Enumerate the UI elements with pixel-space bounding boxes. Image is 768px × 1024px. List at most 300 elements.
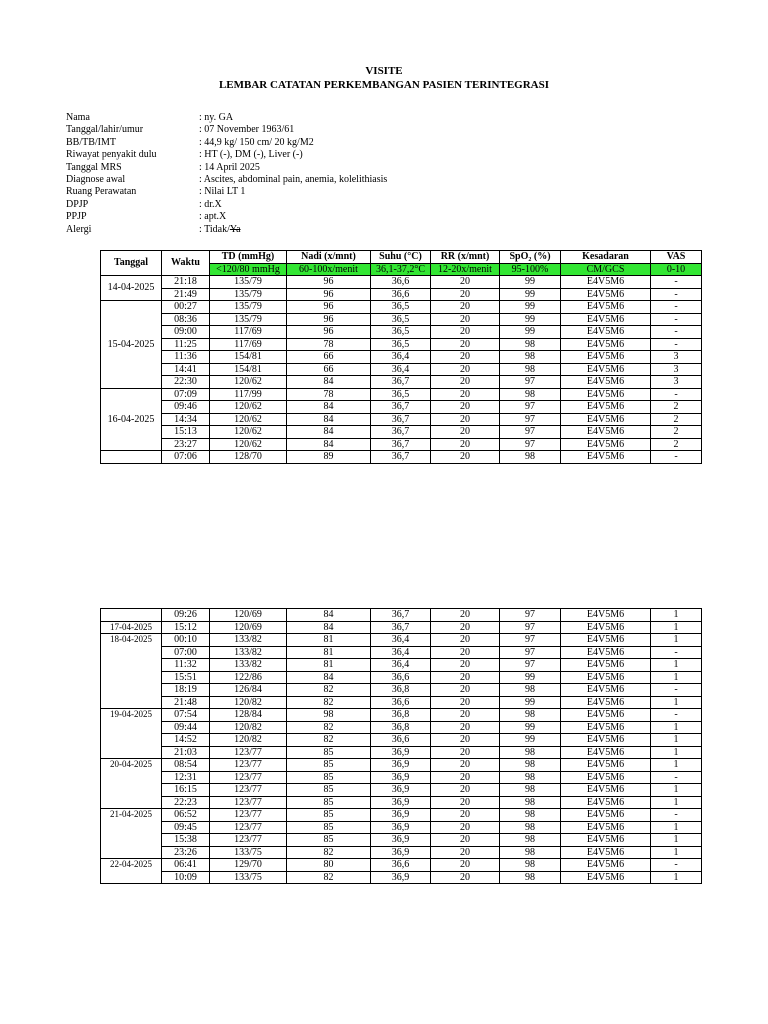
consciousness-cell: E4V5M6	[561, 871, 651, 884]
vas-cell: -	[651, 646, 702, 659]
vas-cell: 1	[651, 721, 702, 734]
vas-cell: -	[651, 313, 702, 326]
rr-cell: 20	[431, 413, 500, 426]
spo2-cell: 98	[500, 846, 561, 859]
spo2-cell: 99	[500, 721, 561, 734]
td-cell: 123/77	[210, 834, 287, 847]
table-row	[101, 363, 702, 376]
time-cell: 15:38	[162, 834, 210, 847]
vas-cell: 1	[651, 621, 702, 634]
temp-cell: 36,5	[371, 388, 431, 401]
table-row	[101, 301, 702, 314]
td-cell: 135/79	[210, 301, 287, 314]
td-cell: 135/79	[210, 276, 287, 289]
table-row	[101, 646, 702, 659]
table-header-row	[101, 251, 702, 264]
time-cell: 09:00	[162, 326, 210, 339]
table-row	[101, 696, 702, 709]
spo2-cell: 98	[500, 351, 561, 364]
consciousness-cell: E4V5M6	[561, 709, 651, 722]
vas-cell: 1	[651, 659, 702, 672]
time-cell: 09:45	[162, 821, 210, 834]
vas-cell: 1	[651, 846, 702, 859]
table-row	[101, 621, 702, 634]
patient-info-label: Ruang Perawatan	[66, 186, 137, 198]
spo2-cell: 97	[500, 376, 561, 389]
normal-range-cell: CM/GCS	[561, 263, 651, 276]
pulse-cell: 98	[287, 709, 371, 722]
table-row	[101, 671, 702, 684]
spo2-cell: 99	[500, 696, 561, 709]
consciousness-cell: E4V5M6	[561, 771, 651, 784]
rr-cell: 20	[431, 388, 500, 401]
spo2-cell: 99	[500, 671, 561, 684]
date-cell: 14-04-2025	[101, 276, 162, 301]
time-cell: 14:34	[162, 413, 210, 426]
td-cell: 120/69	[210, 621, 287, 634]
spo2-cell: 98	[500, 388, 561, 401]
rr-cell: 20	[431, 834, 500, 847]
patient-info-value: : 14 April 2025	[199, 161, 260, 173]
time-cell: 21:49	[162, 288, 210, 301]
temp-cell: 36,6	[371, 734, 431, 747]
spo2-cell: 97	[500, 621, 561, 634]
table-row	[101, 859, 702, 872]
date-cell: 21-04-2025	[101, 809, 162, 859]
rr-cell: 20	[431, 301, 500, 314]
time-cell: 06:52	[162, 809, 210, 822]
temp-cell: 36,6	[371, 696, 431, 709]
temp-cell: 36,9	[371, 809, 431, 822]
spo2-cell: 97	[500, 659, 561, 672]
normal-range-cell: 60-100x/menit	[287, 263, 371, 276]
date-cell: 15-04-2025	[101, 301, 162, 389]
patient-info-value: : HT (-), DM (-), Liver (-)	[199, 149, 303, 161]
rr-cell: 20	[431, 351, 500, 364]
vas-cell: -	[651, 276, 702, 289]
vas-cell: -	[651, 338, 702, 351]
temp-cell: 36,7	[371, 401, 431, 414]
vas-cell: 1	[651, 759, 702, 772]
time-cell: 09:44	[162, 721, 210, 734]
td-cell: 128/84	[210, 709, 287, 722]
rr-cell: 20	[431, 376, 500, 389]
vital-signs-table-page-1	[100, 250, 702, 464]
table-row	[101, 388, 702, 401]
consciousness-cell: E4V5M6	[561, 684, 651, 697]
rr-cell: 20	[431, 859, 500, 872]
date-cell: 18-04-2025	[101, 634, 162, 709]
pulse-cell: 82	[287, 734, 371, 747]
table-row	[101, 426, 702, 439]
date-cell: 16-04-2025	[101, 388, 162, 451]
temp-cell: 36,9	[371, 846, 431, 859]
td-cell: 154/81	[210, 351, 287, 364]
vas-cell: -	[651, 771, 702, 784]
date-cell: 19-04-2025	[101, 709, 162, 759]
pulse-cell: 84	[287, 376, 371, 389]
td-cell: 133/82	[210, 659, 287, 672]
rr-cell: 20	[431, 621, 500, 634]
time-cell: 16:15	[162, 784, 210, 797]
time-cell: 21:48	[162, 696, 210, 709]
pulse-cell: 96	[287, 276, 371, 289]
consciousness-cell: E4V5M6	[561, 363, 651, 376]
pulse-cell: 82	[287, 871, 371, 884]
pulse-cell: 84	[287, 621, 371, 634]
document-subtitle: LEMBAR CATATAN PERKEMBANGAN PASIEN TERINTEGRASI	[218, 79, 550, 91]
time-cell: 15:12	[162, 621, 210, 634]
consciousness-cell: E4V5M6	[561, 659, 651, 672]
temp-cell: 36,9	[371, 771, 431, 784]
date-cell	[101, 609, 162, 622]
vas-cell: -	[651, 809, 702, 822]
temp-cell: 36,6	[371, 288, 431, 301]
time-cell: 22:23	[162, 796, 210, 809]
time-cell: 09:46	[162, 401, 210, 414]
pulse-cell: 89	[287, 451, 371, 464]
spo2-cell: 98	[500, 834, 561, 847]
pulse-cell: 96	[287, 326, 371, 339]
spo2-cell: 97	[500, 438, 561, 451]
vas-cell: -	[651, 859, 702, 872]
spo2-cell: 99	[500, 276, 561, 289]
column-header: Kesadaran	[561, 251, 651, 264]
consciousness-cell: E4V5M6	[561, 426, 651, 439]
rr-cell: 20	[431, 451, 500, 464]
pulse-cell: 84	[287, 426, 371, 439]
spo2-cell: 97	[500, 401, 561, 414]
vas-cell: 2	[651, 401, 702, 414]
pulse-cell: 84	[287, 438, 371, 451]
table-row	[101, 338, 702, 351]
time-cell: 11:32	[162, 659, 210, 672]
rr-cell: 20	[431, 659, 500, 672]
consciousness-cell: E4V5M6	[561, 301, 651, 314]
pulse-cell: 85	[287, 759, 371, 772]
vas-cell: 2	[651, 413, 702, 426]
pulse-cell: 78	[287, 388, 371, 401]
temp-cell: 36,5	[371, 338, 431, 351]
vas-cell: 1	[651, 746, 702, 759]
vas-cell: -	[651, 684, 702, 697]
rr-cell: 20	[431, 809, 500, 822]
temp-cell: 36,6	[371, 671, 431, 684]
column-header: VAS	[651, 251, 702, 264]
vas-cell: 1	[651, 834, 702, 847]
consciousness-cell: E4V5M6	[561, 276, 651, 289]
pulse-cell: 81	[287, 659, 371, 672]
spo2-cell: 98	[500, 821, 561, 834]
time-cell: 07:00	[162, 646, 210, 659]
rr-cell: 20	[431, 288, 500, 301]
normal-range-cell: 0-10	[651, 263, 702, 276]
td-cell: 120/62	[210, 426, 287, 439]
rr-cell: 20	[431, 871, 500, 884]
temp-cell: 36,4	[371, 646, 431, 659]
vas-cell: 1	[651, 609, 702, 622]
rr-cell: 20	[431, 846, 500, 859]
td-cell: 133/75	[210, 846, 287, 859]
consciousness-cell: E4V5M6	[561, 646, 651, 659]
td-cell: 135/79	[210, 313, 287, 326]
pulse-cell: 85	[287, 821, 371, 834]
temp-cell: 36,7	[371, 621, 431, 634]
document-title: VISITE	[365, 65, 403, 77]
vas-cell: 1	[651, 796, 702, 809]
spo2-cell: 99	[500, 313, 561, 326]
td-cell: 133/75	[210, 871, 287, 884]
time-cell: 00:10	[162, 634, 210, 647]
table-row	[101, 659, 702, 672]
table-row	[101, 438, 702, 451]
pulse-cell: 84	[287, 413, 371, 426]
pulse-cell: 85	[287, 796, 371, 809]
table-row	[101, 376, 702, 389]
table-row	[101, 759, 702, 772]
td-cell: 126/84	[210, 684, 287, 697]
pulse-cell: 96	[287, 301, 371, 314]
vas-cell: -	[651, 326, 702, 339]
table-row	[101, 313, 702, 326]
patient-info-label: Tanggal MRS	[66, 161, 122, 173]
consciousness-cell: E4V5M6	[561, 313, 651, 326]
date-cell: 20-04-2025	[101, 759, 162, 809]
consciousness-cell: E4V5M6	[561, 413, 651, 426]
table-row	[101, 288, 702, 301]
table-row	[101, 834, 702, 847]
spo2-cell: 97	[500, 426, 561, 439]
rr-cell: 20	[431, 338, 500, 351]
consciousness-cell: E4V5M6	[561, 734, 651, 747]
time-cell: 22:30	[162, 376, 210, 389]
normal-range-cell: 36,1-37,2°C	[371, 263, 431, 276]
table-row	[101, 413, 702, 426]
patient-info-label: DPJP	[66, 198, 89, 210]
normal-range-cell: 12-20x/menit	[431, 263, 500, 276]
pulse-cell: 85	[287, 809, 371, 822]
table-row	[101, 796, 702, 809]
vas-cell: 3	[651, 363, 702, 376]
rr-cell: 20	[431, 401, 500, 414]
consciousness-cell: E4V5M6	[561, 721, 651, 734]
vas-cell: 1	[651, 634, 702, 647]
time-cell: 21:18	[162, 276, 210, 289]
date-cell: 22-04-2025	[101, 859, 162, 884]
spo2-cell: 99	[500, 734, 561, 747]
consciousness-cell: E4V5M6	[561, 326, 651, 339]
td-cell: 123/77	[210, 759, 287, 772]
td-cell: 123/77	[210, 821, 287, 834]
consciousness-cell: E4V5M6	[561, 376, 651, 389]
td-cell: 123/77	[210, 809, 287, 822]
date-cell	[101, 451, 162, 464]
patient-info-value: : 07 November 1963/61	[199, 124, 295, 136]
pulse-cell: 96	[287, 313, 371, 326]
time-cell: 12:31	[162, 771, 210, 784]
temp-cell: 36,6	[371, 859, 431, 872]
patient-info-value: : Ascites, abdominal pain, anemia, kolelithiasis	[199, 173, 388, 185]
vas-cell: 1	[651, 871, 702, 884]
rr-cell: 20	[431, 696, 500, 709]
consciousness-cell: E4V5M6	[561, 351, 651, 364]
table-row	[101, 746, 702, 759]
vas-cell: 1	[651, 734, 702, 747]
vas-cell: -	[651, 301, 702, 314]
td-cell: 120/69	[210, 609, 287, 622]
date-cell: 17-04-2025	[101, 621, 162, 634]
temp-cell: 36,9	[371, 759, 431, 772]
consciousness-cell: E4V5M6	[561, 609, 651, 622]
temp-cell: 36,7	[371, 426, 431, 439]
vas-cell: 3	[651, 351, 702, 364]
pulse-cell: 81	[287, 646, 371, 659]
patient-info-value: : apt.X	[199, 211, 227, 223]
table-row	[101, 351, 702, 364]
vas-cell: 1	[651, 784, 702, 797]
table-row	[101, 401, 702, 414]
spo2-cell: 98	[500, 859, 561, 872]
table-row	[101, 276, 702, 289]
time-cell: 23:27	[162, 438, 210, 451]
column-header: Suhu (°C)	[371, 251, 431, 264]
spo2-cell: 98	[500, 684, 561, 697]
spo2-cell: 98	[500, 709, 561, 722]
temp-cell: 36,8	[371, 721, 431, 734]
spo2-cell: 98	[500, 771, 561, 784]
td-cell: 128/70	[210, 451, 287, 464]
spo2-cell: 98	[500, 784, 561, 797]
temp-cell: 36,9	[371, 784, 431, 797]
consciousness-cell: E4V5M6	[561, 438, 651, 451]
consciousness-cell: E4V5M6	[561, 696, 651, 709]
rr-cell: 20	[431, 796, 500, 809]
table-row	[101, 846, 702, 859]
temp-cell: 36,9	[371, 796, 431, 809]
time-cell: 08:36	[162, 313, 210, 326]
time-cell: 00:27	[162, 301, 210, 314]
vas-cell: 2	[651, 438, 702, 451]
td-cell: 133/82	[210, 646, 287, 659]
pulse-cell: 85	[287, 834, 371, 847]
td-cell: 120/82	[210, 696, 287, 709]
time-cell: 11:25	[162, 338, 210, 351]
pulse-cell: 85	[287, 784, 371, 797]
rr-cell: 20	[431, 709, 500, 722]
temp-cell: 36,7	[371, 438, 431, 451]
consciousness-cell: E4V5M6	[561, 401, 651, 414]
time-cell: 10:09	[162, 871, 210, 884]
vas-cell: 3	[651, 376, 702, 389]
spo2-cell: 98	[500, 809, 561, 822]
temp-cell: 36,4	[371, 659, 431, 672]
temp-cell: 36,5	[371, 313, 431, 326]
vas-cell: -	[651, 388, 702, 401]
rr-cell: 20	[431, 784, 500, 797]
spo2-cell: 97	[500, 646, 561, 659]
patient-info-label: BB/TB/IMT	[66, 136, 117, 148]
pulse-cell: 82	[287, 721, 371, 734]
pulse-cell: 84	[287, 401, 371, 414]
table-row	[101, 709, 702, 722]
pulse-cell: 85	[287, 746, 371, 759]
spo2-cell: 98	[500, 363, 561, 376]
time-cell: 11:36	[162, 351, 210, 364]
patient-info-value: : 44,9 kg/ 150 cm/ 20 kg/M2	[199, 136, 314, 148]
patient-info-value: : dr.X	[199, 198, 222, 210]
td-cell: 120/62	[210, 413, 287, 426]
temp-cell: 36,9	[371, 834, 431, 847]
time-cell: 07:54	[162, 709, 210, 722]
table-row	[101, 821, 702, 834]
column-header: TD (mmHg)	[210, 251, 287, 264]
rr-cell: 20	[431, 646, 500, 659]
consciousness-cell: E4V5M6	[561, 759, 651, 772]
rr-cell: 20	[431, 821, 500, 834]
consciousness-cell: E4V5M6	[561, 621, 651, 634]
rr-cell: 20	[431, 771, 500, 784]
spo2-cell: 97	[500, 634, 561, 647]
td-cell: 129/70	[210, 859, 287, 872]
normal-range-cell: <120/80 mmHg	[210, 263, 287, 276]
vas-cell: 2	[651, 426, 702, 439]
spo2-cell: 98	[500, 746, 561, 759]
spo2-cell: 99	[500, 288, 561, 301]
consciousness-cell: E4V5M6	[561, 338, 651, 351]
vas-cell: -	[651, 709, 702, 722]
td-cell: 123/77	[210, 771, 287, 784]
temp-cell: 36,4	[371, 351, 431, 364]
time-cell: 09:26	[162, 609, 210, 622]
patient-info-label: Riwayat penyakit dulu	[66, 149, 157, 161]
vas-cell: -	[651, 451, 702, 464]
table-row	[101, 634, 702, 647]
time-cell: 07:06	[162, 451, 210, 464]
patient-info-value: : Nilai LT 1	[199, 186, 246, 198]
td-cell: 135/79	[210, 288, 287, 301]
td-cell: 123/77	[210, 784, 287, 797]
rr-cell: 20	[431, 721, 500, 734]
table-row	[101, 684, 702, 697]
pulse-cell: 81	[287, 634, 371, 647]
temp-cell: 36,9	[371, 821, 431, 834]
pulse-cell: 82	[287, 696, 371, 709]
rr-cell: 20	[431, 734, 500, 747]
rr-cell: 20	[431, 276, 500, 289]
time-cell: 15:13	[162, 426, 210, 439]
pulse-cell: 78	[287, 338, 371, 351]
time-cell: 23:26	[162, 846, 210, 859]
spo2-cell: 98	[500, 871, 561, 884]
column-header: SpO₂ (%)	[500, 251, 561, 264]
spo2-cell: 98	[500, 451, 561, 464]
temp-cell: 36,8	[371, 709, 431, 722]
consciousness-cell: E4V5M6	[561, 746, 651, 759]
normal-range-cell: 95-100%	[500, 263, 561, 276]
td-cell: 133/82	[210, 634, 287, 647]
table-row	[101, 809, 702, 822]
time-cell: 14:52	[162, 734, 210, 747]
consciousness-cell: E4V5M6	[561, 288, 651, 301]
consciousness-cell: E4V5M6	[561, 451, 651, 464]
temp-cell: 36,9	[371, 871, 431, 884]
td-cell: 117/69	[210, 338, 287, 351]
pulse-cell: 66	[287, 363, 371, 376]
rr-cell: 20	[431, 671, 500, 684]
table-row	[101, 326, 702, 339]
table-row	[101, 451, 702, 464]
consciousness-cell: E4V5M6	[561, 671, 651, 684]
